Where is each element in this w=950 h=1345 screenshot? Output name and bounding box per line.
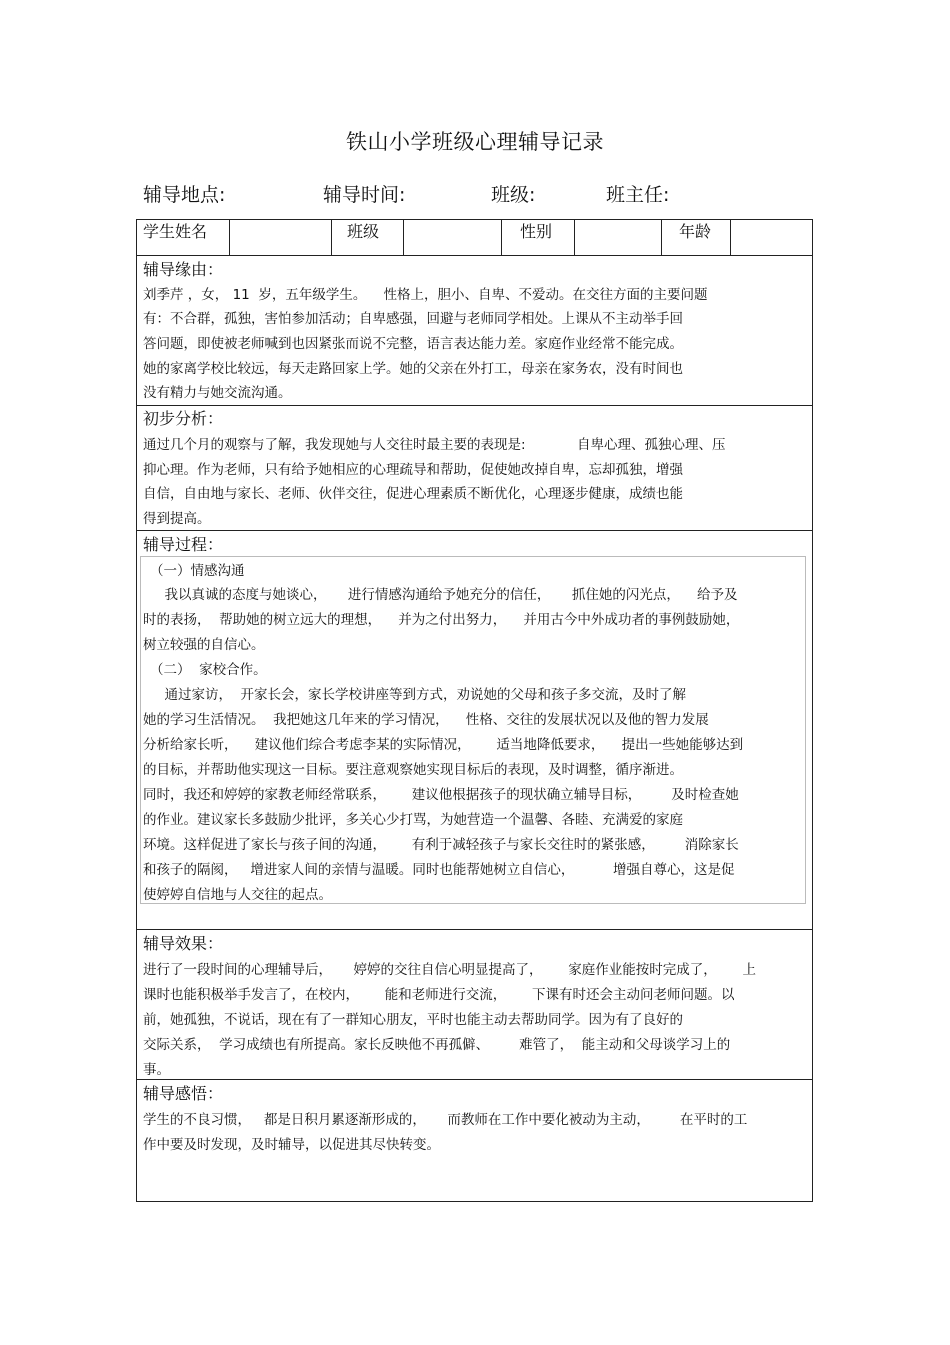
analysis-line: 自信，自由地与家长、老师、伙伴交往，促进心理素质不断优化，心理逐步健康，成绩也能 xyxy=(143,486,683,502)
process-line: 环境。这样促进了家长与孩子间的沟通， 有利于减轻孩子与家长交往时的紧张感， 消除家长 xyxy=(143,837,739,853)
process-line: （二） 家校合作。 xyxy=(150,662,267,678)
analysis-heading: 初步分析： xyxy=(143,409,224,428)
reason-heading: 辅导缘由： xyxy=(143,260,224,279)
table-divider xyxy=(136,255,813,256)
table-divider xyxy=(331,219,332,255)
table-divider xyxy=(574,219,575,255)
process-line: 使婷婷自信地与人交往的起点。 xyxy=(143,887,332,903)
process-line: 通过家访， 开家长会，家长学校讲座等到方式，劝说她的父母和孩子多交流，及时了解 xyxy=(143,687,687,703)
effect-line: 事。 xyxy=(143,1062,170,1078)
table-divider xyxy=(136,530,813,531)
reflection-line: 作中要及时发现，及时辅导，以促进其尽快转变。 xyxy=(143,1137,440,1153)
effect-line: 交际关系， 学习成绩也有所提高。家长反映他不再孤僻、 难管了， 能主动和父母谈学习上的 xyxy=(143,1037,731,1053)
table-divider xyxy=(730,219,731,255)
student-name-label: 学生姓名 xyxy=(143,222,208,241)
reason-line: 刘季芹 ，女， 11 岁，五年级学生。 性格上，胆小、自卑、不爱动。在交往方面的主要问题 xyxy=(143,287,708,303)
process-line: 的作业。建议家长多鼓励少批评，多关心少打骂，为她营造一个温馨、各睦、充满爱的家庭 xyxy=(143,812,683,828)
effect-line: 课时也能积极举手发言了，在校内， 能和老师进行交流， 下课有时还会主动问老师问题。以 xyxy=(143,987,735,1003)
effect-heading: 辅导效果： xyxy=(143,934,224,953)
reflection-line: 学生的不良习惯， 都是日积月累逐渐形成的， 而教师在工作中要化被动为主动， 在平时的工 xyxy=(143,1112,748,1128)
time-label: 辅导时间: xyxy=(323,184,406,206)
table-divider xyxy=(661,219,662,255)
reason-line: 没有精力与她交流沟通。 xyxy=(143,385,292,401)
process-heading: 辅导过程： xyxy=(143,535,224,554)
teacher-label: 班主任: xyxy=(606,184,670,206)
effect-line: 前，她孤独，不说话，现在有了一群知心朋友，平时也能主动去帮助同学。因为有了良好的 xyxy=(143,1012,683,1028)
process-line: 我以真诚的态度与她谈心， 进行情感沟通给予她充分的信任， 抓住她的闪光点， 给予及 xyxy=(143,587,738,603)
location-label: 辅导地点: xyxy=(143,184,226,206)
process-line: 树立较强的自信心。 xyxy=(143,637,265,653)
class-cell-label: 班级 xyxy=(347,222,380,241)
reason-line: 有：不合群，孤独，害怕参加活动；自卑感强，回避与老师同学相处。上课从不主动举手回 xyxy=(143,311,683,327)
table-divider xyxy=(136,405,813,406)
analysis-line: 抑心理。作为老师，只有给予她相应的心理疏导和帮助，促使她改掉自卑，忘却孤独，增强 xyxy=(143,462,683,478)
process-line: 的目标，并帮助他实现这一目标。要注意观察她实现目标后的表现，及时调整，循序渐进。 xyxy=(143,762,683,778)
process-line: 分析给家长听， 建议他们综合考虑李某的实际情况， 适当地降低要求， 提出一些她能够达到 xyxy=(143,737,744,753)
process-line: 同时，我还和婷婷的家教老师经常联系， 建议他根据孩子的现状确立辅导目标， 及时检查她 xyxy=(143,787,739,803)
table-divider xyxy=(136,1079,813,1080)
table-divider xyxy=(136,929,813,930)
process-line: （一）情感沟通 xyxy=(150,563,245,579)
reason-line: 她的家离学校比较远，每天走路回家上学。她的父亲在外打工，母亲在家务农，没有时间也 xyxy=(143,361,683,377)
gender-label: 性别 xyxy=(520,222,553,241)
table-divider xyxy=(501,219,502,255)
analysis-line: 得到提高。 xyxy=(143,511,211,527)
analysis-line: 通过几个月的观察与了解，我发现她与人交往时最主要的表现是: 自卑心理、孤独心理、压 xyxy=(143,437,726,453)
reflection-heading: 辅导感悟： xyxy=(143,1084,224,1103)
effect-line: 进行了一段时间的心理辅导后， 婷婷的交往自信心明显提高了， 家庭作业能按时完成了， 上 xyxy=(143,962,756,978)
class-label: 班级: xyxy=(491,184,536,206)
process-line: 时的表扬， 帮助她的树立远大的理想， 并为之付出努力， 并用古今中外成功者的事例鼓励她， xyxy=(143,612,740,628)
table-divider xyxy=(403,219,404,255)
age-label: 年龄 xyxy=(679,222,712,241)
process-line: 她的学习生活情况。 我把她这几年来的学习情况， 性格、交往的发展状况以及他的智力发展 xyxy=(143,712,709,728)
page-title: 铁山小学班级心理辅导记录 xyxy=(346,130,604,154)
reason-line: 答问题，即使被老师喊到也因紧张而说不完整，语言表达能力差。家庭作业经常不能完成。 xyxy=(143,336,683,352)
process-line: 和孩子的隔阂， 增进家人间的亲情与温暖。同时也能帮她树立自信心， 增强自尊心，这是促 xyxy=(143,862,735,878)
table-divider xyxy=(229,219,230,255)
